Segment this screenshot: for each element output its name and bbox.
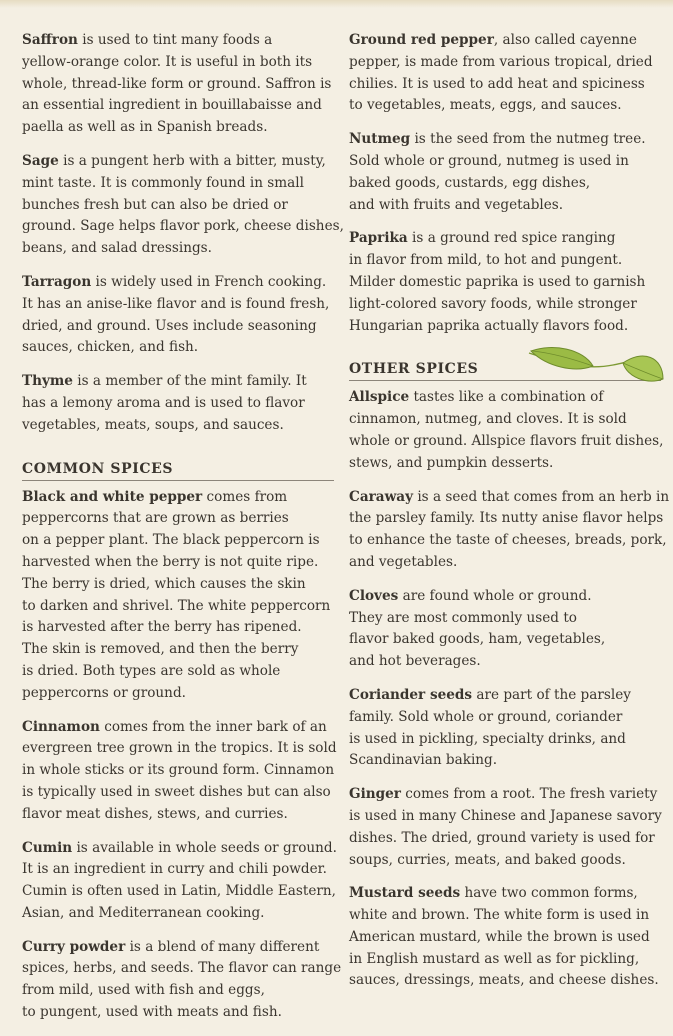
entry-line: peppercorns or ground. [22, 684, 186, 701]
entry-line: stews, and pumpkin desserts. [349, 454, 554, 471]
entry-text: is a member of the mint family. It [72, 373, 307, 390]
entry-line: and hot beverages. [349, 653, 481, 670]
entry-line: in whole sticks or its ground form. Cinnamon [22, 762, 335, 779]
entry-text: comes from the inner bark of an [99, 718, 327, 735]
entry-term: Ginger [349, 786, 401, 803]
entry-line: baked goods, custards, egg dishes, [349, 174, 591, 191]
entry-line: yellow-orange color. It is useful in both its [22, 53, 313, 70]
entry-text: is the seed from the nutmeg tree. [410, 131, 646, 148]
entry-line: pepper, is made from various tropical, dried [349, 53, 653, 70]
entry-line: to pungent, used with meats and fish. [22, 1004, 282, 1021]
entry-cumin [22, 838, 337, 925]
entry-term: Curry powder [22, 938, 126, 955]
entry-thyme [22, 371, 334, 436]
entry-line: American mustard, while the brown is used [349, 928, 650, 945]
entry-nutmeg [349, 129, 661, 216]
entry-term: Cinnamon [22, 718, 100, 735]
other-spices-heading-row [349, 361, 661, 381]
entry-line: Scandinavian baking. [349, 752, 498, 769]
entry-mustard-seeds [349, 883, 661, 992]
entry-term: Black and white pepper [22, 488, 203, 505]
entry-term: Coriander seeds [349, 686, 473, 703]
entry-line [22, 272, 334, 294]
entry-coriander-seeds [349, 685, 661, 772]
entry-line [349, 30, 661, 52]
entry-term: Nutmeg [349, 131, 411, 148]
entry-line: from mild, used with fish and eggs, [22, 982, 265, 999]
entry-line: mint taste. It is commonly found in small [22, 174, 304, 191]
entry-line: whole, thread-like form or ground. Saffron is [22, 75, 332, 92]
entry-line [349, 129, 661, 151]
entry-line: sauces, dressings, meats, and cheese dishes. [349, 972, 659, 989]
entry-line: an essential ingredient in bouillabaisse and [22, 97, 322, 114]
leaf-sprig-icon [523, 341, 665, 389]
entry-cloves [349, 586, 661, 673]
entry-sage [22, 151, 344, 260]
entry-line [349, 387, 661, 409]
entry-line: whole or ground. Allspice flavors fruit dishes, [349, 432, 664, 449]
entry-line: cinnamon, nutmeg, and cloves. It is sold [349, 411, 627, 428]
entry-text: tastes like a combination of [409, 389, 604, 406]
entry-line: evergreen tree grown in the tropics. It is sold [22, 740, 337, 757]
entry-text: are found whole or ground. [398, 587, 592, 604]
entry-line: The skin is removed, and then the berry [22, 641, 299, 658]
entry-line: is harvested after the berry has ripened. [22, 619, 302, 636]
entry-line: beans, and salad dressings. [22, 240, 212, 257]
entry-text: are part of the parsley [472, 686, 631, 703]
entry-term: Ground red pepper [349, 32, 494, 48]
entry-line: to darken and shrivel. The white peppercorn [22, 597, 331, 614]
entry-line: flavor meat dishes, stews, and curries. [22, 805, 288, 822]
entry-curry-powder [22, 937, 342, 1024]
entry-term: Cumin [22, 839, 73, 856]
entry-line [22, 371, 334, 393]
entry-line: Sold whole or ground, nutmeg is used in [349, 152, 629, 169]
left-column [22, 30, 344, 1036]
entry-line: flavor baked goods, ham, vegetables, [349, 631, 606, 648]
entry-line [22, 937, 334, 959]
entry-line [349, 784, 661, 806]
entry-line: is dried. Both types are sold as whole [22, 662, 281, 679]
entry-line: dried, and ground. Uses include seasoning [22, 317, 317, 334]
entry-line: in flavor from mild, to hot and pungent. [349, 252, 623, 269]
entry-text: is widely used in French cooking. [91, 273, 327, 290]
entry-line: the parsley family. Its nutty anise flavor helps [349, 510, 664, 527]
entry-line [22, 717, 334, 739]
entry-line: It has an anise-like flavor and is found fresh, [22, 295, 330, 312]
entry-term: Saffron [22, 32, 78, 48]
entry-term: Caraway [349, 488, 414, 505]
entry-line: Milder domestic paprika is used to garnish [349, 273, 646, 290]
entry-allspice [349, 387, 664, 474]
entry-line: vegetables, meats, soups, and sauces. [22, 416, 284, 433]
entry-ground-red-pepper [349, 30, 661, 117]
common-spice-entries [22, 487, 342, 1024]
entry-line [349, 685, 661, 707]
entry-line: The berry is dried, which causes the skin [22, 575, 306, 592]
entry-line: Asian, and Mediterranean cooking. [22, 904, 265, 921]
entry-line: Cumin is often used in Latin, Middle Eastern, [22, 883, 336, 900]
entry-line: They are most commonly used to [349, 609, 577, 626]
entry-line: soups, curries, meats, and baked goods. [349, 851, 626, 868]
entry-line: on a pepper plant. The black peppercorn is [22, 532, 320, 549]
page-top-band [0, 0, 673, 8]
entry-line: spices, herbs, and seeds. The flavor can range [22, 960, 342, 977]
entry-line [349, 883, 661, 905]
entry-black-and-white-pepper [22, 487, 334, 705]
entry-paprika [349, 228, 661, 337]
entry-term: Allspice [349, 389, 410, 406]
entry-text: is a ground red spice ranging [407, 230, 616, 247]
entry-line: is used in many Chinese and Japanese savory [349, 807, 662, 824]
entry-caraway [349, 487, 670, 574]
entry-text: is a pungent herb with a bitter, musty, [58, 152, 326, 169]
entry-line: to vegetables, meats, eggs, and sauces. [349, 97, 622, 114]
entry-term: Cloves [349, 587, 399, 604]
entry-line: sauces, chicken, and fish. [22, 339, 199, 356]
herb-entries [22, 30, 344, 437]
entry-text: is a blend of many different [125, 938, 320, 955]
entry-text: have two common forms, [460, 885, 638, 902]
entry-line: bunches fresh but can also be dried or [22, 196, 288, 213]
entry-text: comes from a root. The fresh variety [400, 786, 658, 803]
entry-line [349, 487, 670, 509]
entry-line: light-colored savory foods, while stronger [349, 295, 637, 312]
entry-line: and with fruits and vegetables. [349, 196, 564, 213]
entry-saffron [22, 30, 334, 139]
entry-text: comes from [202, 488, 288, 505]
entry-text: is a seed that comes from an herb in [413, 488, 670, 505]
entry-cinnamon [22, 717, 337, 826]
entry-line [22, 30, 334, 52]
entry-term: Sage [22, 152, 59, 169]
entry-line [22, 487, 334, 509]
entry-text: is available in whole seeds or ground. [72, 839, 337, 856]
entry-line [349, 228, 661, 250]
spice-entries [349, 30, 661, 337]
other-spice-entries [349, 387, 670, 992]
right-column [349, 30, 670, 1004]
entry-term: Tarragon [22, 273, 92, 290]
entry-text: , also called cayenne [493, 32, 637, 48]
entry-line: harvested when the berry is not quite ripe. [22, 553, 319, 570]
entry-line: Hungarian paprika actually flavors food. [349, 317, 629, 334]
entry-line: white and brown. The white form is used in [349, 907, 650, 924]
entry-term: Paprika [349, 230, 408, 247]
other-spices-heading: OTHER SPICES [349, 361, 479, 378]
entry-term: Thyme [22, 373, 73, 390]
common-spices-heading: COMMON SPICES [22, 461, 334, 481]
entry-line: It is an ingredient in curry and chili powder. [22, 861, 327, 878]
entry-line: is used in pickling, specialty drinks, and [349, 730, 626, 747]
entry-line [22, 151, 334, 173]
entry-line: dishes. The dried, ground variety is used for [349, 829, 655, 846]
entry-line: to enhance the taste of cheeses, breads, pork, [349, 532, 667, 549]
entry-line: ground. Sage helps flavor pork, cheese dishes, [22, 218, 344, 235]
entry-ginger [349, 784, 661, 871]
entry-line: in English mustard as well as for pickling, [349, 950, 640, 967]
entry-line: has a lemony aroma and is used to flavor [22, 394, 305, 411]
entry-line [22, 838, 337, 860]
entry-line [349, 586, 661, 608]
entry-tarragon [22, 272, 334, 359]
entry-line: paella as well as in Spanish breads. [22, 119, 268, 136]
entry-text: is used to tint many foods a [77, 32, 273, 48]
entry-line: is typically used in sweet dishes but can also [22, 783, 331, 800]
entry-line: peppercorns that are grown as berries [22, 510, 289, 527]
entry-line: family. Sold whole or ground, coriander [349, 708, 623, 725]
entry-term: Mustard seeds [349, 885, 461, 902]
entry-line: and vegetables. [349, 553, 458, 570]
entry-line: chilies. It is used to add heat and spiciness [349, 75, 645, 92]
